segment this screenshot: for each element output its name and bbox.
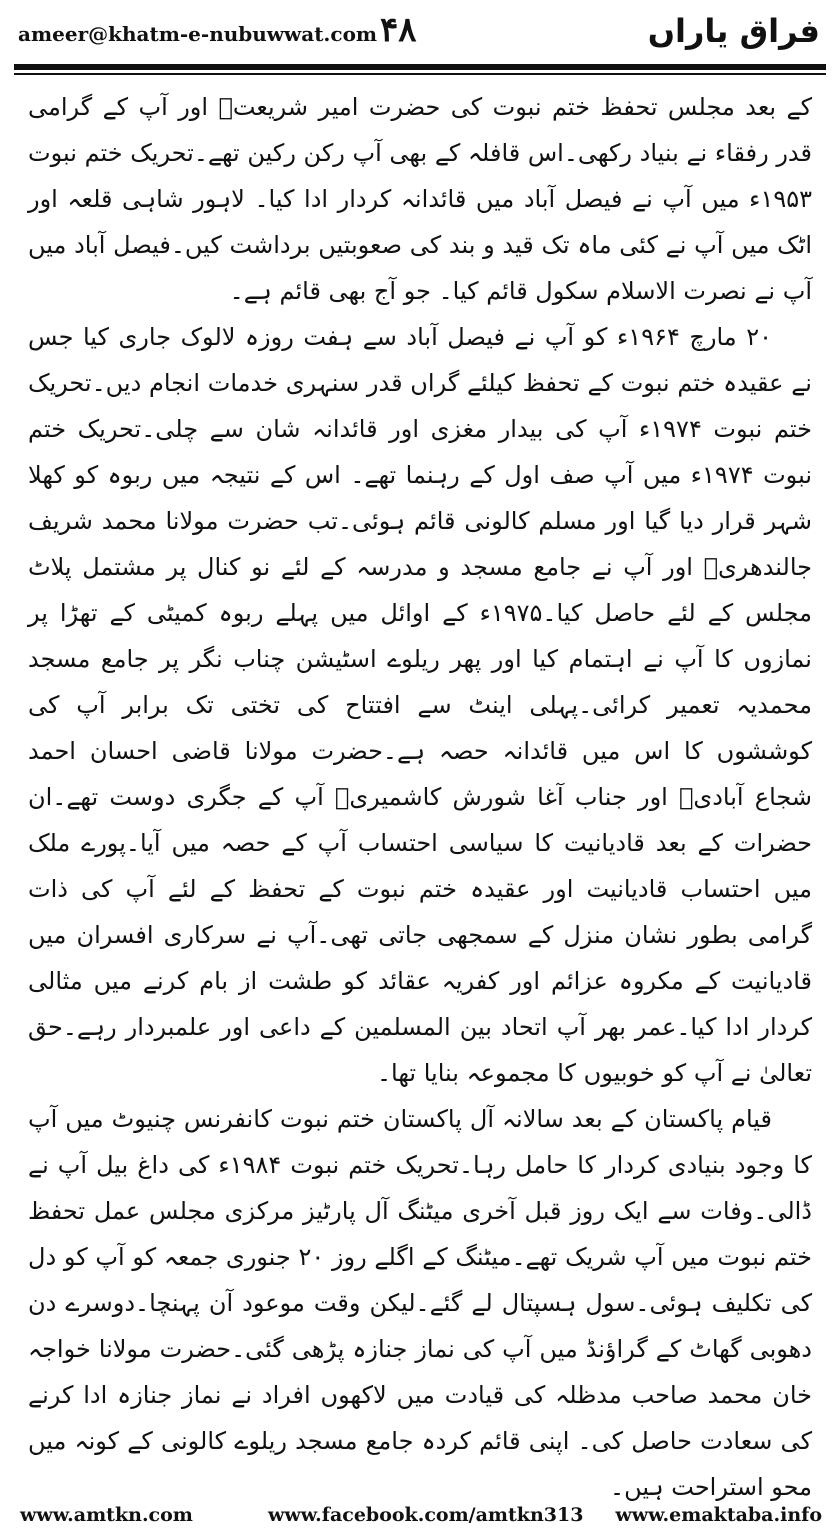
book-title: فراق یاراں: [647, 12, 820, 50]
page-number: ۴۸: [380, 10, 417, 50]
paragraph-2: [28, 314, 812, 1096]
footer-link-emaktaba[interactable]: www.emaktaba.info: [615, 1504, 822, 1526]
paragraph-text: قیام پاکستان کے بعد سالانہ آل پاکستان ختم نبوت کانفرنس چنیوٹ میں آپ کا وجود بنیادی کردار کا حامل رہا۔تحریک ختم نبوت ۱۹۸۴ء کی داغ بیل آپ نے ڈالی۔وفات سے ایک روز قبل آخری میٹنگ آل پارٹیز مرکزی مجلس عمل تحفظ ختم نبوت میں آپ شریک تھے۔میٹنگ کے اگلے روز ۲۰ جنوری جمعہ کو آپ کو دل کی تکلیف ہوئی۔سول ہسپتال لے گئے۔لیکن وقت موعود آن پہنچا۔دوسرے دن دھوبی گھاٹ کے گراؤنڈ میں آپ کی نماز جنازہ پڑھی گئی۔حضرت مولانا خواجہ خان محمد صاحب مدظلہ کی قیادت میں لاکھوں افراد نے نماز جنازہ ادا کرنے کی سعادت حاصل کی۔ اپنی قائم کردہ جامع مسجد ریلوے کالونی کے کونہ میں محو استراحت ہیں۔: [28, 1105, 812, 1501]
header-rule-thin: [14, 73, 826, 75]
article-body: [28, 84, 812, 1510]
paragraph-3: [28, 1096, 812, 1510]
paragraph-1: [28, 84, 812, 314]
header-email: ameer@khatm-e-nubuwwat.com: [18, 22, 378, 46]
header-rule-thick: [14, 64, 826, 70]
paragraph-text: ۲۰ مارچ ۱۹۶۴ء کو آپ نے فیصل آباد سے ہفت روزہ لالوک جاری کیا جس نے عقیدہ ختم نبوت کے تحفظ کیلئے گراں قدر سنہری خدمات انجام دیں۔تحریک ختم نبوت ۱۹۷۴ء آپ کی بیدار مغزی اور قائدانہ شان سے چلی۔تحریک ختم نبوت ۱۹۷۴ء میں آپ صف اول کے رہنما تھے۔ اس کے نتیجہ میں ربوہ کو کھلا شہر قرار دیا گیا اور مسلم کالونی قائم ہوئی۔تب حضرت مولانا محمد شریف جالندھریؒ اور آپ نے جامع مسجد و مدرسہ کے لئے نو کنال پر مشتمل پلاٹ مجلس کے لئے حاصل کیا۔۱۹۷۵ء کے اوائل میں پہلے ربوہ کمیٹی کے تھڑا پر نمازوں کا آپ نے اہتمام کیا اور پھر ریلوے اسٹیشن چناب نگر پر جامع مسجد محمدیہ تعمیر کرائی۔پہلی اینٹ سے افتتاح کی تختی تک برابر آپ کی کوششوں کا اس میں قائدانہ حصہ ہے۔حضرت مولانا قاضی احسان احمد شجاع آبادیؒ اور جناب آغا شورش کاشمیریؒ آپ کے جگری دوست تھے۔ان حضرات کے بعد قادیانیت کا سیاسی احتساب آپ کے حصہ میں آیا۔پورے ملک میں احتساب قادیانیت اور عقیدہ ختم نبوت کے تحفظ کے لئے آپ کی ذات گرامی بطور نشان منزل کے سمجھی جاتی تھی۔آپ نے سرکاری افسران میں قادیانیت کے مکروہ عزائم اور کفریہ عقائد کو طشت از بام کرنے میں مثالی کردار ادا کیا۔عمر بھر آپ اتحاد بین المسلمین کے داعی اور علمبردار رہے۔حق تعالیٰ نے آپ کو خوبیوں کا مجموعہ بنایا تھا۔: [28, 323, 812, 1087]
paragraph-text: کے بعد مجلس تحفظ ختم نبوت کی حضرت امیر شریعتؒ اور آپ کے گرامی قدر رفقاء نے بنیاد رکھی۔اس قافلہ کے بھی آپ رکن رکین تھے۔تحریک ختم نبوت ۱۹۵۳ء میں آپ نے فیصل آباد میں قائدانہ کردار ادا کیا۔ لاہور شاہی قلعہ اور اٹک میں آپ نے کئی ماہ تک قید و بند کی صعوبتیں برداشت کیں۔فیصل آباد میں آپ نے نصرت الاسلام سکول قائم کیا۔ جو آج بھی قائم ہے۔: [28, 93, 812, 305]
page-footer: [0, 1500, 840, 1540]
footer-link-facebook[interactable]: www.facebook.com/amtkn313: [268, 1504, 584, 1526]
footer-link-amtkn[interactable]: www.amtkn.com: [20, 1504, 193, 1526]
page-header: [0, 0, 840, 72]
